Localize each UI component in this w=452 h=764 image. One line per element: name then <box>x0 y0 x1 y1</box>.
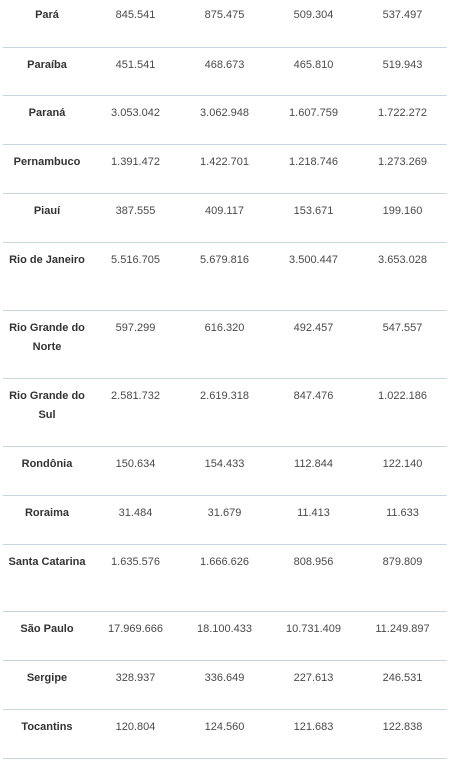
value-cell: 409.117 <box>180 193 269 242</box>
state-name: Paraná <box>3 95 91 144</box>
value-cell: 1.635.576 <box>91 544 180 611</box>
value-cell: 1.666.626 <box>180 544 269 611</box>
table-row <box>3 495 447 544</box>
table-row <box>3 378 447 446</box>
state-name: Rondônia <box>3 446 91 495</box>
value-cell: 808.956 <box>269 544 358 611</box>
value-cell: 1.391.472 <box>91 144 180 193</box>
state-name: Paraíba <box>3 47 91 95</box>
table-row <box>3 193 447 242</box>
value-cell: 112.844 <box>269 446 358 495</box>
population-table <box>3 0 447 759</box>
value-cell: 1.022.186 <box>358 378 447 446</box>
table-row <box>3 95 447 144</box>
state-name: Pará <box>3 0 91 47</box>
value-cell: 1.273.269 <box>358 144 447 193</box>
value-cell: 11.249.897 <box>358 611 447 660</box>
table-row <box>3 47 447 95</box>
value-cell: 387.555 <box>91 193 180 242</box>
table-body <box>3 0 447 758</box>
value-cell: 492.457 <box>269 310 358 378</box>
value-cell: 3.062.948 <box>180 95 269 144</box>
value-cell: 1.722.272 <box>358 95 447 144</box>
state-name: Tocantins <box>3 709 91 758</box>
value-cell: 537.497 <box>358 0 447 47</box>
value-cell: 124.560 <box>180 709 269 758</box>
state-name: São Paulo <box>3 611 91 660</box>
value-cell: 246.531 <box>358 660 447 709</box>
table-row <box>3 660 447 709</box>
state-name: Piauí <box>3 193 91 242</box>
value-cell: 468.673 <box>180 47 269 95</box>
state-name: Pernambuco <box>3 144 91 193</box>
value-cell: 122.140 <box>358 446 447 495</box>
value-cell: 875.475 <box>180 0 269 47</box>
table-row <box>3 310 447 378</box>
value-cell: 2.581.732 <box>91 378 180 446</box>
value-cell: 150.634 <box>91 446 180 495</box>
value-cell: 616.320 <box>180 310 269 378</box>
state-name: Rio Grande do Norte <box>3 310 91 378</box>
value-cell: 597.299 <box>91 310 180 378</box>
value-cell: 3.653.028 <box>358 242 447 310</box>
state-name: Sergipe <box>3 660 91 709</box>
value-cell: 451.541 <box>91 47 180 95</box>
value-cell: 17.969.666 <box>91 611 180 660</box>
value-cell: 5.516.705 <box>91 242 180 310</box>
value-cell: 328.937 <box>91 660 180 709</box>
value-cell: 154.433 <box>180 446 269 495</box>
value-cell: 227.613 <box>269 660 358 709</box>
value-cell: 845.541 <box>91 0 180 47</box>
value-cell: 31.679 <box>180 495 269 544</box>
value-cell: 847.476 <box>269 378 358 446</box>
value-cell: 11.633 <box>358 495 447 544</box>
value-cell: 519.943 <box>358 47 447 95</box>
value-cell: 31.484 <box>91 495 180 544</box>
value-cell: 121.683 <box>269 709 358 758</box>
state-name: Roraima <box>3 495 91 544</box>
table-row <box>3 544 447 611</box>
value-cell: 1.422.701 <box>180 144 269 193</box>
table-row <box>3 0 447 47</box>
state-name: Santa Catarina <box>3 544 91 611</box>
table-row <box>3 709 447 758</box>
state-name: Rio de Janeiro <box>3 242 91 310</box>
value-cell: 336.649 <box>180 660 269 709</box>
value-cell: 465.810 <box>269 47 358 95</box>
value-cell: 879.809 <box>358 544 447 611</box>
table-row <box>3 242 447 310</box>
value-cell: 3.500.447 <box>269 242 358 310</box>
value-cell: 1.218.746 <box>269 144 358 193</box>
value-cell: 509.304 <box>269 0 358 47</box>
value-cell: 547.557 <box>358 310 447 378</box>
value-cell: 18.100.433 <box>180 611 269 660</box>
state-name: Rio Grande do Sul <box>3 378 91 446</box>
value-cell: 3.053.042 <box>91 95 180 144</box>
table-row <box>3 144 447 193</box>
table-row <box>3 611 447 660</box>
value-cell: 11.413 <box>269 495 358 544</box>
value-cell: 2.619.318 <box>180 378 269 446</box>
value-cell: 199.160 <box>358 193 447 242</box>
value-cell: 10.731.409 <box>269 611 358 660</box>
value-cell: 120.804 <box>91 709 180 758</box>
table-row <box>3 446 447 495</box>
value-cell: 5.679.816 <box>180 242 269 310</box>
value-cell: 1.607.759 <box>269 95 358 144</box>
value-cell: 153.671 <box>269 193 358 242</box>
value-cell: 122.838 <box>358 709 447 758</box>
